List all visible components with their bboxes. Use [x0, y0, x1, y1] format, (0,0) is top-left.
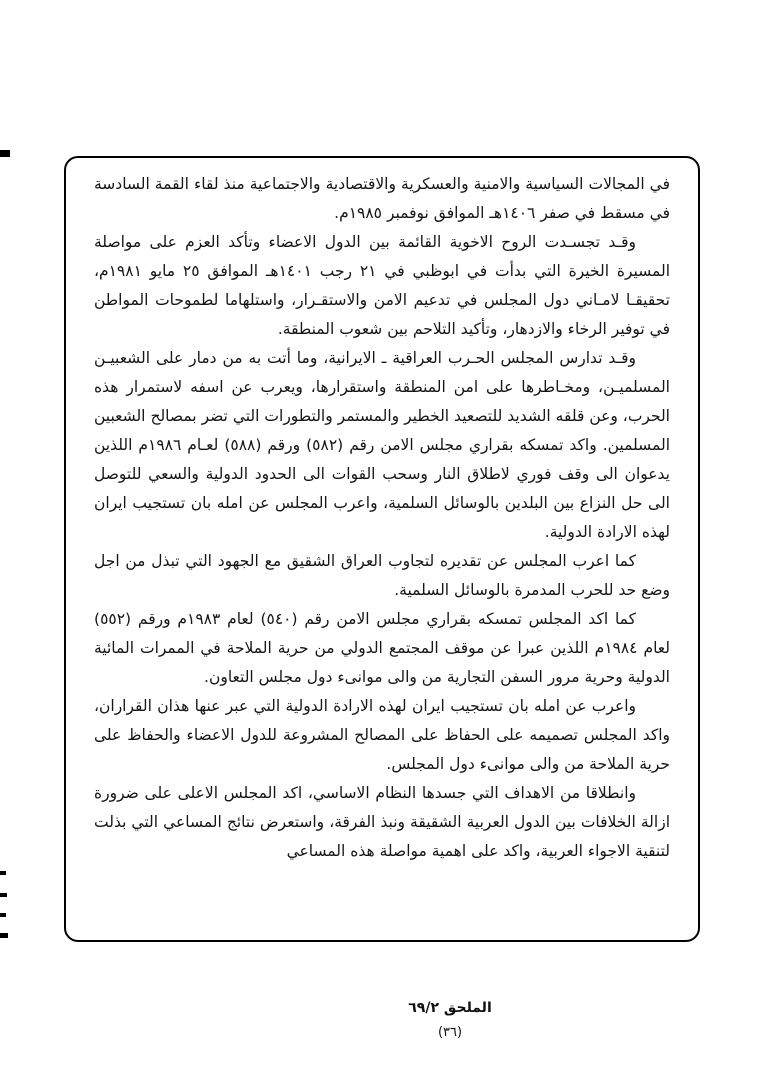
paragraph: وانطلاقا من الاهداف التي جسدها النظام الاساسي، اكد المجلس الاعلى على ضرورة ازالة الخلافات بين الدول العربية الشقيقة ونبذ الفرقة، واستعرض نتائج المساعي التي بذلت لتنقية الاجواء العربية، واكد على اهمية مواصلة هذه المساعي: [94, 784, 670, 860]
page-number: (٣٦): [437, 1025, 463, 1040]
annex-label: الملحق ٦٩/٢: [408, 1000, 492, 1016]
page-footer: [330, 1000, 570, 1040]
paragraph-continuation: في المجالات السياسية والامنية والعسكرية والاقتصادية والاجتماعية منذ لقاء القمة السادسة في مسقط في صفر ١٤٠٦هـ الموافق نوفمبر ١٩٨٥م.: [94, 175, 670, 222]
paragraph: كما اكد المجلس تمسكه بقراري مجلس الامن رقم (٥٤٠) لعام ١٩٨٣م ورقم (٥٥٢) لعام ١٩٨٤م اللذين عبرا عن موقف المجتمع الدولي من حرية الملاحة في الممرات المائية الدولية وحرية مرور السفن التجارية من والى موانىء دول مجلس التعاون.: [94, 610, 670, 686]
paragraph: وقـد تدارس المجلس الحـرب العراقية ـ الايرانية، وما أتت به من دمار على الشعبيـن المسلميـن، ومخـاطرها على امن المنطقة واستقرارها، ويعرب عن اسفه لاستمرار هذه الحرب، وعن قلقه الشديد للتصعيد الخطير والمستمر والتطورات التي تضر بمصالح الشعبين المسلمين. واكد تمسكه بقراري مجلس الامن رقم (٥٨٢) ورقم (٥٨٨) لعـام ١٩٨٦م اللذين يدعوان الى وقف فوري لاطلاق النار وسحب القوات الى الحدود الدولية والسعي للتوصل الى حل النزاع بين البلدين بالوسائل السلمية، واعرب المجلس عن امله بان تستجيب ايران لهذه الارادة الدولية.: [94, 349, 671, 541]
scan-mark: [0, 871, 6, 875]
scan-mark: [0, 893, 7, 897]
document-body: [94, 170, 670, 866]
scan-mark: [0, 150, 10, 157]
paragraph: كما اعرب المجلس عن تقديره لتجاوب العراق الشقيق مع الجهود التي تبذل من اجل وضع حد للحرب المدمرة بالوسائل السلمية.: [94, 552, 670, 599]
paragraph: واعرب عن امله بان تستجيب ايران لهذه الارادة الدولية التي عبر عنها هذان القراران، واكد المجلس تصميمه على الحفاظ على المصالح المشروعة للدول الاعضاء والحفاظ على حرية الملاحة من والى موانىء دول المجلس.: [94, 697, 670, 773]
scan-mark: [0, 913, 6, 917]
paragraph: وقـد تجسـدت الروح الاخوية القائمة بين الدول الاعضاء وتأكد العزم على مواصلة المسيرة الخيرة التي بدأت في ابوظبي في ٢١ رجب ١٤٠١هـ الموافق ٢٥ مايو ١٩٨١م، تحقيقـا لامـاني دول المجلس في تدعيم الامن والاستقـرار، واستلهاما لطموحات المواطن في توفير الرخاء والازدهار، وتأكيد التلاحم بين شعوب المنطقة.: [94, 233, 671, 338]
document-frame: [64, 156, 700, 942]
scan-mark: [0, 933, 8, 938]
